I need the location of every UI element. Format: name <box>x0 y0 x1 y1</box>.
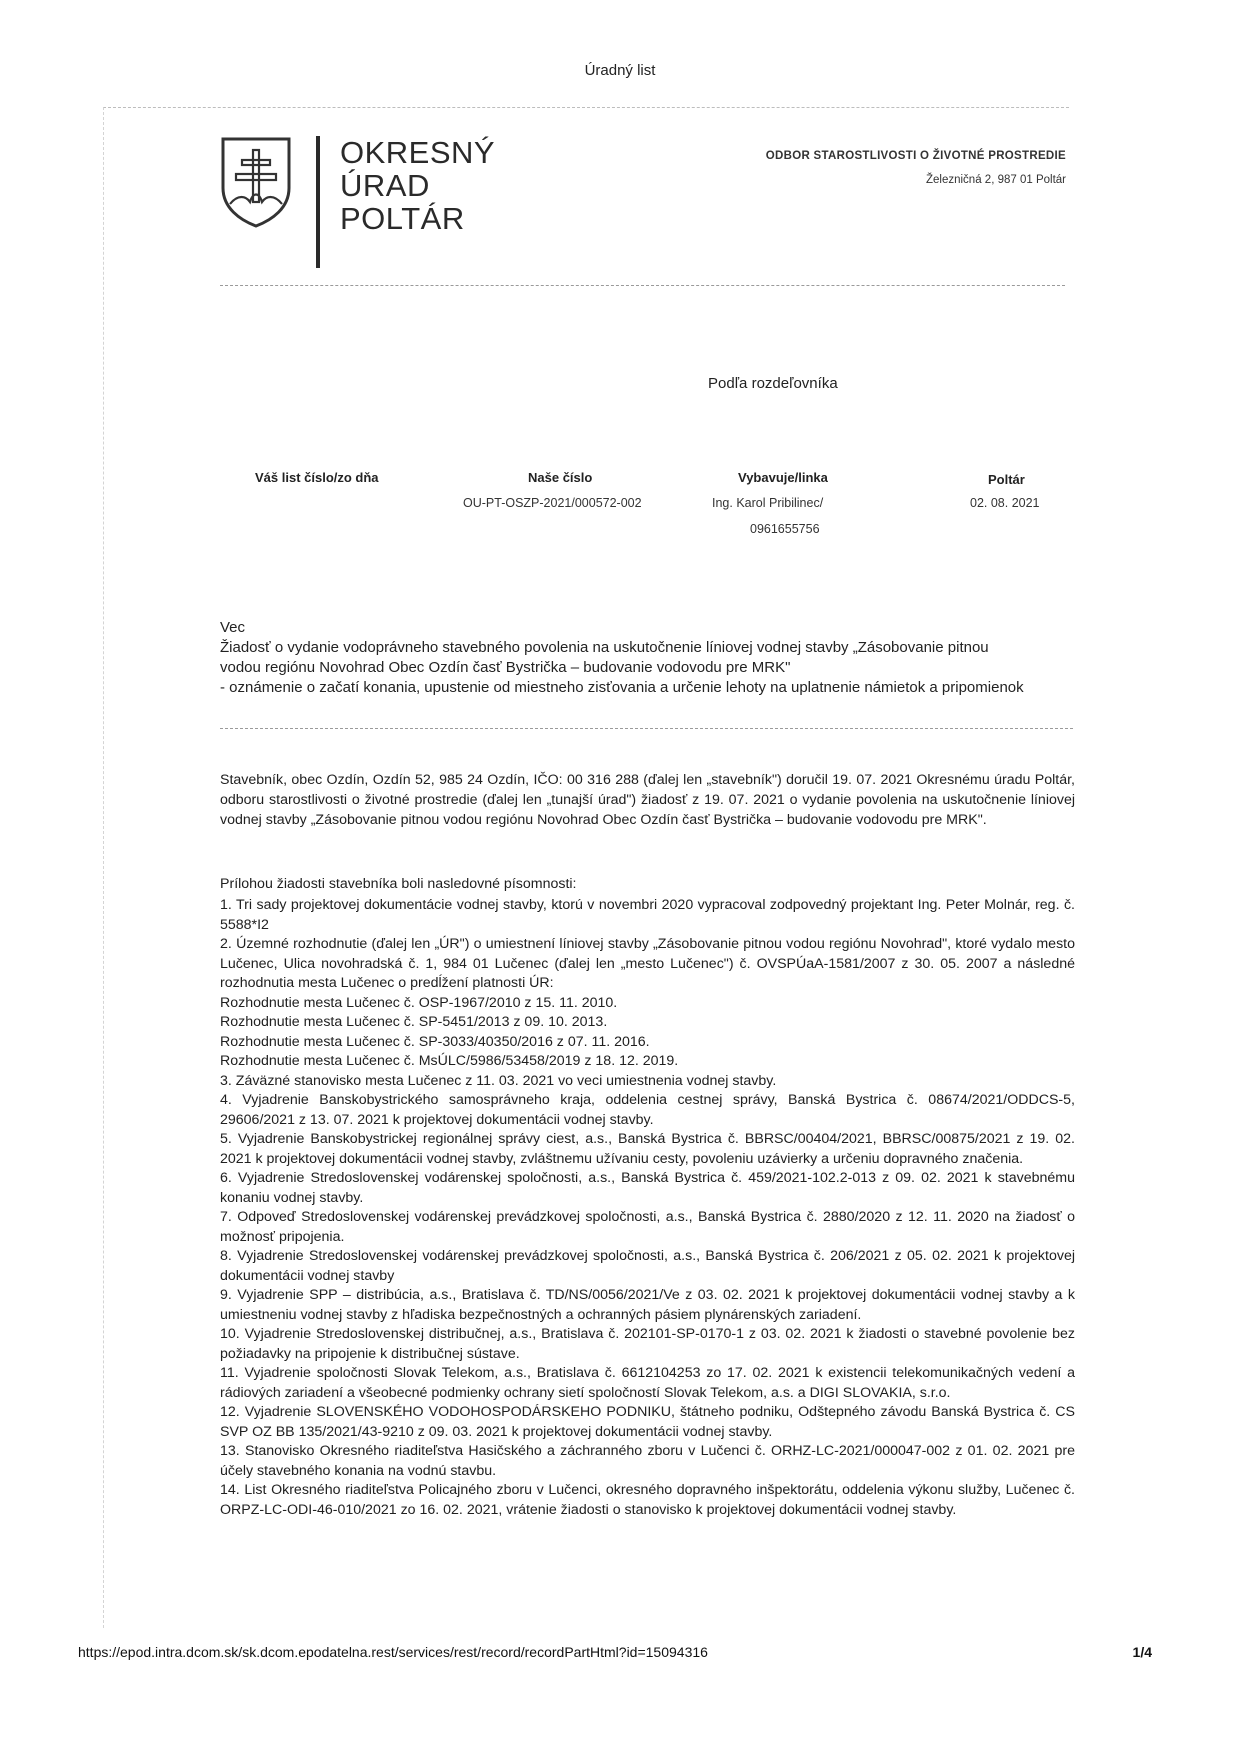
your-letter-label: Váš list číslo/zo dňa <box>255 470 379 485</box>
department-name: ODBOR STAROSTLIVOSTI O ŽIVOTNÉ PROSTREDIE <box>765 150 1066 162</box>
list-item: 2. Územné rozhodnutie (ďalej len „ÚR") o umiestnení líniovej stavby „Zásobovanie pitnou vodou regiónu Novohrad", ktoré vydalo mesto Lučenec, Ulica novohradská č. 1, 984 01 Lučenec (ďalej len „mesto Lučenec") č. OVSPÚaA-1581/2007 z 30. 05. 2007 a následné rozhodnutia mesta Lučenec o predĺžení platnosti ÚR: <box>220 936 1075 991</box>
subject-label: Vec <box>220 619 246 636</box>
annex-title: Prílohou žiadosti stavebníka boli nasledovné písomnosti: <box>220 876 577 892</box>
subject-line: - oznámenie o začatí konania, upustenie od miestneho zisťovania a určenie lehoty na uplatnenie námietok a pripomienok <box>220 679 1024 696</box>
recipient-line: Podľa rozdeľovníka <box>708 375 838 392</box>
list-item: 1. Tri sady projektovej dokumentácie vodnej stavby, ktorú v novembri 2020 vypracoval zodpovedný projektant Ing. Peter Molnár, reg. č. 5588*I2 <box>220 897 1075 933</box>
date-value: 02. 08. 2021 <box>970 496 1040 510</box>
footer-url: https://epod.intra.dcom.sk/sk.dcom.epodatelna.rest/services/rest/record/recordPartHtml?id=15094316 <box>78 1644 708 1660</box>
annex-list <box>220 896 1075 1520</box>
list-item: 5. Vyjadrenie Banskobystrickej regionálnej správy ciest, a.s., Banská Bystrica č. BBRSC/00404/2021, BBRSC/00875/2021 z 19. 02. 2021 k projektovej dokumentácii vodnej stavby, zvláštnemu užívaniu cesty, povoleniu uzávierky a určeniu dopravného značenia. <box>220 1131 1075 1167</box>
coat-of-arms-icon <box>220 136 292 228</box>
subject-line: vodou regiónu Novohrad Obec Ozdín časť Bystrička – budovanie vodovodu pre MRK" <box>220 659 791 676</box>
intro-paragraph <box>220 770 1075 830</box>
subject-block <box>220 618 1080 698</box>
list-item: Rozhodnutie mesta Lučenec č. MsÚLC/5986/53458/2019 z 18. 12. 2019. <box>220 1053 679 1069</box>
department-address: Železničná 2, 987 01 Poltár <box>925 174 1066 186</box>
list-item: 10. Vyjadrenie Stredoslovenskej distribučnej, a.s., Bratislava č. 202101-SP-0170-1 z 03. 02. 2021 k žiadosti o stavebné povolenie bez požiadavky na pripojenie k distribučnej sústave. <box>220 1326 1075 1362</box>
phone-value: 0961655756 <box>750 522 820 536</box>
list-item: 4. Vyjadrenie Banskobystrického samosprávneho kraja, oddelenia cestnej správy, Banská Bystrica č. 08674/2021/ODDCS-5, 29606/2021 z 13. 07. 2021 k projektovej dokumentácii vodnej stavby. <box>220 1092 1075 1128</box>
list-item: 9. Vyjadrenie SPP – distribúcia, a.s., Bratislava č. TD/NS/0056/2021/Ve z 03. 02. 2021 k projektovej dokumentácii vodnej stavby a k umiestneniu vodnej stavby z hľadiska bezpečnostných a ochranných pásiem plynárenských zariadení. <box>220 1287 1075 1323</box>
our-number-label: Naše číslo <box>528 470 593 485</box>
list-item: Rozhodnutie mesta Lučenec č. SP-3033/40350/2016 z 07. 11. 2016. <box>220 1033 650 1050</box>
handled-by-label: Vybavuje/linka <box>738 470 828 485</box>
list-item: 8. Vyjadrenie Stredoslovenskej vodárenskej prevádzkovej spoločnosti, a.s., Banská Bystrica č. 206/2021 z 05. 02. 2021 k projektovej dokumentácii vodnej stavby <box>220 1248 1075 1284</box>
intro-text: Stavebník, obec Ozdín, Ozdín 52, 985 24 Ozdín, IČO: 00 316 288 (ďalej len „stavebník") doručil 19. 07. 2021 Okresnému úradu Poltár, odboru starostlivosti o životné prostredie (ďalej len „tunajší úrad") žiadosť z 19. 07. 2021 o vydanie povolenia na uskutočnenie líniovej vodnej stavby „Zásobovanie pitnou vodou regiónu Novohrad Obec Ozdín časť Bystrička – budovanie vodovodu pre MRK". <box>220 772 1075 828</box>
our-number-value: OU-PT-OSZP-2021/000572-002 <box>463 496 642 510</box>
office-name-line: ÚRAD <box>340 168 430 203</box>
list-item: 3. Záväzné stanovisko mesta Lučenec z 11. 03. 2021 vo veci umiestnenia vodnej stavby. <box>220 1072 777 1089</box>
office-name-line: POLTÁR <box>340 201 465 236</box>
list-item: 12. Vyjadrenie SLOVENSKÉHO VODOHOSPODÁRSKEHO PODNIKU, štátneho podniku, Odštepného závodu Banská Bystrica č. CS SVP OZ BB 135/2021/43-9210 z 09. 03. 2021 k projektovej dokumentácii vodnej stavby. <box>220 1404 1075 1440</box>
place-label: Poltár <box>988 472 1025 487</box>
office-name-line: OKRESNÝ <box>340 135 496 170</box>
list-item: 11. Vyjadrenie spoločnosti Slovak Telekom, a.s., Bratislava č. 6612104253 zo 17. 02. 2021 k existencii telekomunikačných vedení a rádiových zariadení a všeobecné podmienky ochrany sietí spoločností Slovak Telekom, a.s. a DIGI SLOVAKIA, s.r.o. <box>220 1365 1075 1401</box>
page-number: 1/4 <box>1132 1644 1152 1660</box>
page-header-title: Úradný list <box>584 62 656 79</box>
logo-divider <box>316 136 320 268</box>
subject-divider <box>220 728 1073 729</box>
list-item: 6. Vyjadrenie Stredoslovenskej vodárenskej spoločnosti, a.s., Banská Bystrica č. 459/2021-102.2-013 z 09. 02. 2021 k stavebnému konaniu vodnej stavby. <box>220 1170 1075 1206</box>
list-item: Rozhodnutie mesta Lučenec č. SP-5451/2013 z 09. 10. 2013. <box>220 1014 608 1030</box>
subject-line: Žiadosť o vydanie vodoprávneho stavebného povolenia na uskutočnenie líniovej vodnej stavby „Zásobovanie pitnou <box>220 639 989 656</box>
handled-by-value: Ing. Karol Pribilinec/ <box>712 496 824 510</box>
list-item: 13. Stanovisko Okresného riaditeľstva Hasičského a záchranného zboru v Lučenci č. ORHZ-LC-2021/000047-002 z 01. 02. 2021 pre účely stavebného konania na vodnú stavbu. <box>220 1443 1075 1479</box>
list-item: 14. List Okresného riaditeľstva Policajného zboru v Lučenci, okresného dopravného inšpektorátu, oddelenia výkonu služby, Lučenec č. ORPZ-LC-ODI-46-010/2021 zo 16. 02. 2021, vrátenie žiadosti o stanovisko k projektovej dokumentácii vodnej stavby. <box>220 1482 1075 1518</box>
list-item: Rozhodnutie mesta Lučenec č. OSP-1967/2010 z 15. 11. 2010. <box>220 994 618 1011</box>
list-item: 7. Odpoveď Stredoslovenskej vodárenskej prevádzkovej spoločnosti, a.s., Banská Bystrica č. 2880/2020 z 12. 11. 2020 na žiadosť o možnosť pripojenia. <box>220 1209 1075 1245</box>
header-divider <box>220 285 1065 286</box>
office-name <box>340 136 495 235</box>
